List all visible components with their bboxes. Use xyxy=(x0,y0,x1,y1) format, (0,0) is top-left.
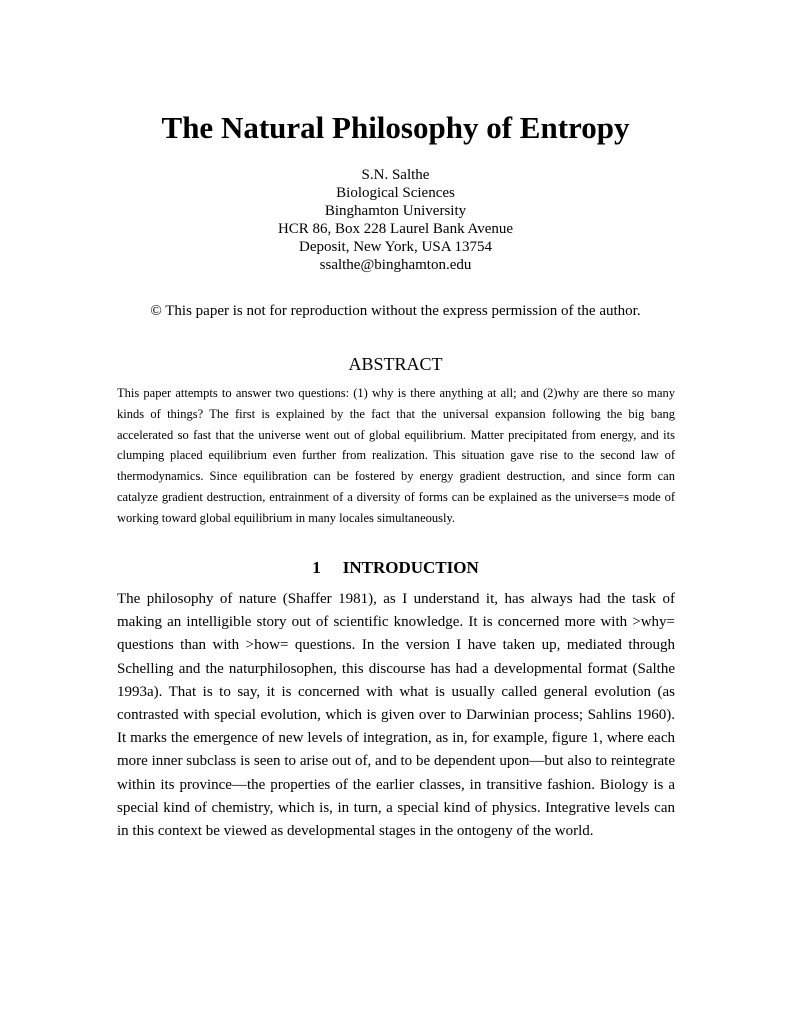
author-address-line1: HCR 86, Box 228 Laurel Bank Avenue xyxy=(277,221,514,237)
section-heading-introduction xyxy=(0,556,791,580)
author-department: Biological Sciences xyxy=(336,185,455,201)
abstract-text: This paper attempts to answer two questions: (1) why is there anything at all; and (2)why are there so many kinds of things? The first is explained by the fact that the universal expansion following the big bang accelerated so fast that the universe went out of global equilibrium. Matter precipitated from energy, and its clumping placed equilibrium even further from realization. This situation gave rise to the second law of thermodynamics. Since equilibration can be fostered by energy gradient destruction, and since form can catalyze gradient destruction, entrainment of a diversity of forms can be explained as the universe=s mode of working toward global equilibrium in many locales simultaneously. xyxy=(117,386,675,525)
abstract-heading: ABSTRACT xyxy=(348,354,443,374)
section-title: INTRODUCTION xyxy=(342,558,479,577)
author-block xyxy=(0,166,791,274)
author-address-line2: Deposit, New York, USA 13754 xyxy=(299,239,492,255)
introduction-text: The philosophy of nature (Shaffer 1981), as I understand it, has always had the task of making an intelligible story out of scientific knowledge. It is concerned more with >why= questions than with >how= questions. In the version I have taken up, mediated through Schelling and the naturphilosophen, this discourse has had a developmental format (Salthe 1993a). That is to say, it is concerned with what is usually called general evolution (as contrasted with special evolution, which is given over to Darwinian process; Sahlins 1960). It marks the emergence of new levels of integration, as in, for example, figure 1, where each more inner subclass is seen to arise out of, and to be dependent upon—but also to reintegrate within its province—the properties of the earlier classes, in transitive fashion. Biology is a special kind of chemistry, which is, in turn, a special kind of physics. Integrative levels can in this context be viewed as developmental stages in the ontogeny of the world. xyxy=(117,591,675,840)
author-name: S.N. Salthe xyxy=(361,167,430,183)
paper-title: The Natural Philosophy of Entropy xyxy=(161,110,630,145)
author-institution: Binghamton University xyxy=(324,203,467,219)
section-number: 1 xyxy=(312,558,321,577)
author-email: ssalthe@binghamton.edu xyxy=(319,257,472,273)
copyright-notice: © This paper is not for reproduction without the express permission of the author. xyxy=(150,303,641,319)
